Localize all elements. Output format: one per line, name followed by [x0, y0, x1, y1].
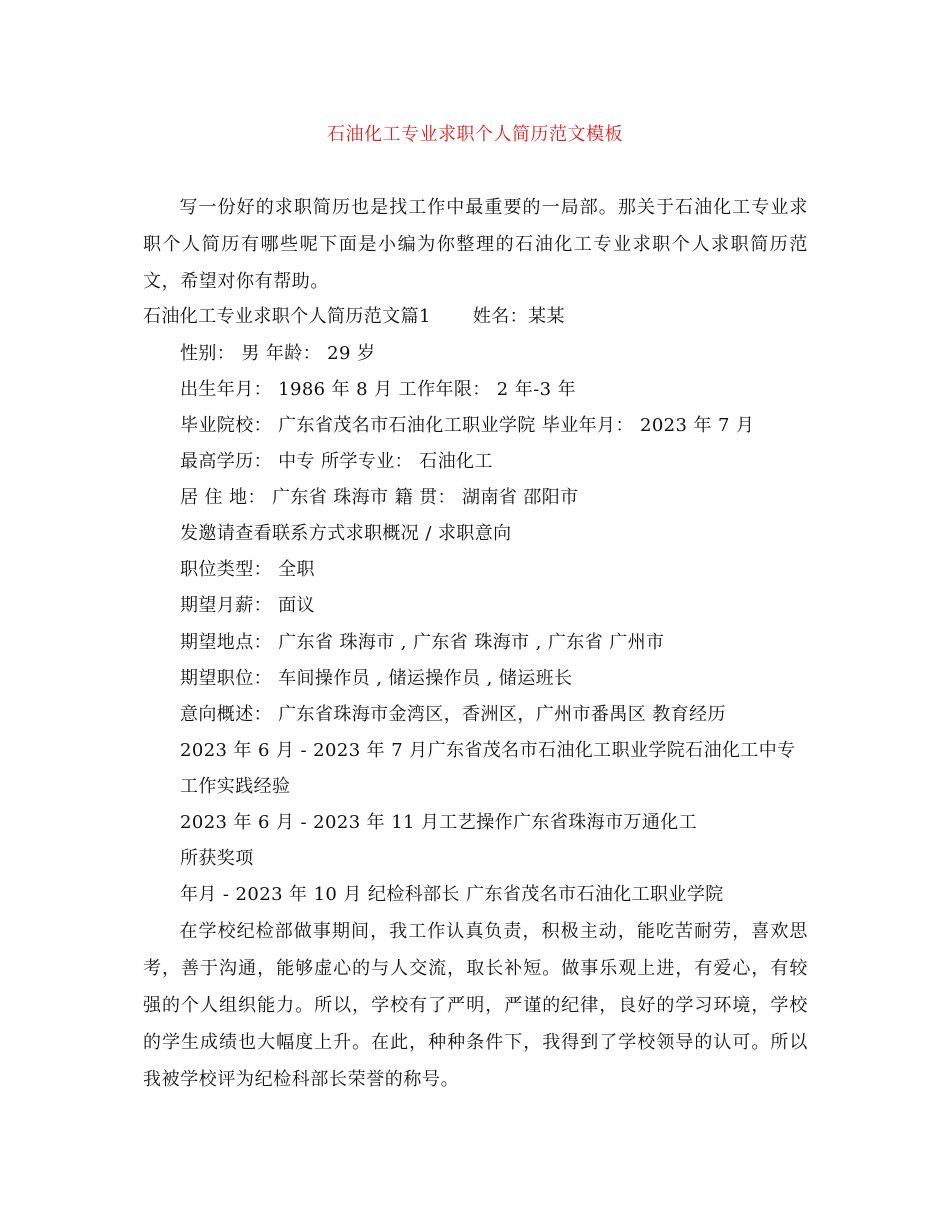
section-heading: 石油化工专业求职个人简历范文篇1	[143, 306, 431, 327]
closing-text: 在学校纪检部做事期间，我工作认真负责，积极主动，能吃苦耐劳，喜欢思考，善于沟通，能够虚心的与人交流，取长补短。做事乐观上进，有爱心，有较强的个人组织能力。所以，学校有了严明，严谨的纪律，良好的学习环境，学校的学生成绩也大幅度上升。在此，种种条件下，我得到了学校领导的认可。所以我被学校评为纪检科部长荣誉的称号。	[143, 921, 808, 1090]
resume-line: 职位类型： 全职	[180, 559, 315, 580]
intro-paragraph	[143, 189, 808, 300]
closing-paragraph	[143, 913, 808, 1098]
resume-line: 发邀请查看联系方式求职概况 / 求职意向	[180, 523, 512, 544]
resume-line: 2023 年 6 月 - 2023 年 7 月广东省茂名市石油化工职业学院石油化工中专	[180, 740, 796, 761]
section-heading-line	[143, 304, 565, 330]
resume-line: 性别： 男 年龄： 29 岁	[180, 343, 376, 364]
intro-text: 写一份好的求职简历也是找工作中最重要的一局部。那关于石油化工专业求职个人简历有哪些呢下面是小编为你整理的石油化工专业求职个人求职简历范文，希望对你有帮助。	[143, 197, 808, 292]
resume-line: 年月 - 2023 年 10 月 纪检科部长 广东省茂名市石油化工职业学院	[180, 884, 724, 905]
resume-line: 期望月薪： 面议	[180, 595, 315, 616]
resume-line: 居 住 地： 广东省 珠海市 籍 贯： 湖南省 邵阳市	[180, 487, 579, 508]
name-field: 姓名：某某	[472, 306, 565, 327]
resume-line: 2023 年 6 月 - 2023 年 11 月工艺操作广东省珠海市万通化工	[180, 812, 698, 833]
resume-line: 期望地点： 广东省 珠海市 , 广东省 珠海市 , 广东省 广州市	[180, 632, 665, 653]
resume-line: 所获奖项	[180, 848, 254, 869]
resume-line: 意向概述： 广东省珠海市金湾区，香洲区，广州市番禺区 教育经历	[180, 704, 726, 725]
resume-line: 最高学历： 中专 所学专业： 石油化工	[180, 451, 493, 472]
resume-line: 毕业院校： 广东省茂名市石油化工职业学院 毕业年月： 2023 年 7 月	[180, 415, 755, 436]
resume-line: 出生年月： 1986 年 8 月 工作年限： 2 年-3 年	[180, 379, 577, 400]
resume-line: 工作实践经验	[180, 776, 291, 797]
resume-line: 期望职位： 车间操作员 , 储运操作员 , 储运班长	[180, 668, 573, 689]
document-title: 石油化工专业求职个人简历范文模板	[327, 124, 623, 145]
